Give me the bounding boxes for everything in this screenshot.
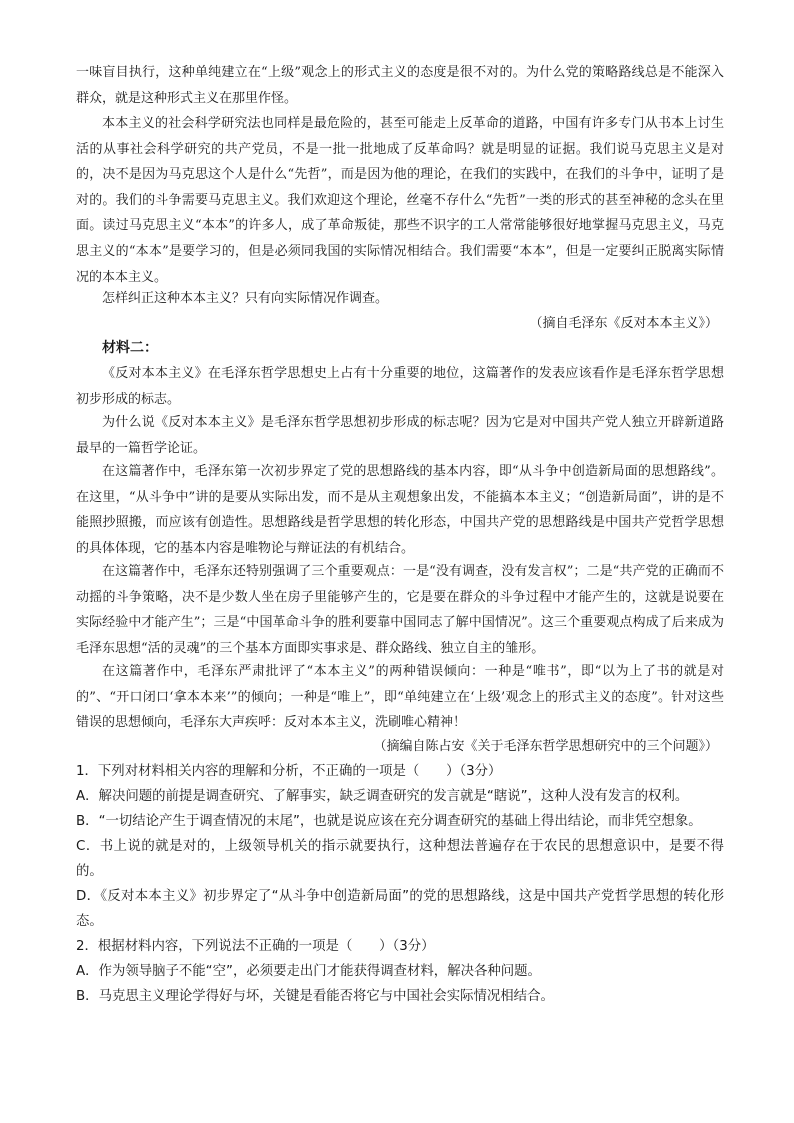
material2-heading: 材料二： xyxy=(102,340,158,356)
question-1-option-b: B．“一切结论产生于调查情况的末尾”，也就是说应该在充分调查研究的基础上得出结论，而非凭空想象。 xyxy=(76,814,702,829)
question-1-option-c: C．书上说的就是对的，上级领导机关的指示就要执行，这种想法普遍存在于农民的思想意识中，是要不得的。 xyxy=(76,839,724,880)
material2-paragraph-3: 在这篇著作中，毛泽东第一次初步界定了党的思想路线的基本内容，即“从斗争中创造新局面的思想路线”。在这里，“从斗争中”讲的是要从实际出发，而不是从主观想象出发，不能搞本本主义；“创造新局面”，讲的是不能照抄照搬，而应该有创造性。思想路线是哲学思想的转化形态，中国共产党的思想路线是中国共产党哲学思想的具体体现，它的基本内容是唯物论与辩证法的有机结合。 xyxy=(76,464,724,556)
question-1-stem: 1．下列对材料相关内容的理解和分析，不正确的一项是（ ）（3分） xyxy=(76,764,502,779)
material2-paragraph-5: 在这篇著作中，毛泽东严肃批评了“本本主义”的两种错误倾向：一种是“唯书”，即“以为上了书的就是对的”、“开口闭口‘拿本本来’”的倾向；一种是“唯上”，即“单纯建立在‘上级’观念上的形式主义的态度”。针对这些错误的思想倾向，毛泽东大声疾呼：反对本本主义，洗刷唯心精神！ xyxy=(76,664,724,731)
question-1-option-a: A．解决问题的前提是调查研究、了解事实，缺乏调查研究的发言就是“瞎说”，这种人没有发言的权利。 xyxy=(76,789,689,804)
question-2-option-b: B．马克思主义理论学得好与坏，关键是看能否将它与中国社会实际情况相结合。 xyxy=(76,989,554,1004)
material1-paragraph-2: 本本主义的社会科学研究法也同样是最危险的，甚至可能走上反革命的道路，中国有许多专门从书本上讨生活的从事社会科学研究的共产党员，不是一批一批地成了反革命吗？就是明显的证据。我们说马克思主义是对的，决不是因为马克思这个人是什么“先哲”，而是因为他的理论，在我们的实践中，在我们的斗争中，证明了是对的。我们的斗争需要马克思主义。我们欢迎这个理论，丝毫不存什么“先哲”一类的形式的甚至神秘的念头在里面。读过马克思主义“本本”的许多人，成了革命叛徒，那些不识字的工人常常能够很好地掌握马克思主义，马克思主义的“本本”是要学习的，但是必须同我国的实际情况相结合。我们需要“本本”，但是一定要纠正脱离实际情况的本本主义。 xyxy=(76,116,724,285)
material1-paragraph-3: 怎样纠正这种本本主义？只有向实际情况作调查。 xyxy=(102,291,389,306)
material1-paragraph-1: 一味盲目执行，这种单纯建立在“上级”观念上的形式主义的态度是很不对的。为什么党的策略路线总是不能深入群众，就是这种形式主义在那里作怪。 xyxy=(76,65,724,106)
question-2-option-a: A．作为领导脑子不能“空”，必须要走出门才能获得调查材料，解决各种问题。 xyxy=(76,964,541,979)
material1-source: （摘自毛泽东《反对本本主义》） xyxy=(529,316,718,331)
question-2-stem: 2．根据材料内容，下列说法不正确的一项是（ ）（3分） xyxy=(76,939,435,954)
material2-paragraph-2: 为什么说《反对本本主义》是毛泽东哲学思想初步形成的标志呢？因为它是对中国共产党人独立开辟新道路最早的一篇哲学论证。 xyxy=(76,415,724,456)
question-1-option-d: D．《反对本本主义》初步界定了“从斗争中创造新局面”的党的思想路线，这是中国共产党哲学思想的转化形态。 xyxy=(76,889,724,930)
material2-paragraph-1: 《反对本本主义》在毛泽东哲学思想史上占有十分重要的地位，这篇著作的发表应该看作是毛泽东哲学思想初步形成的标志。 xyxy=(76,366,724,407)
material2-source: （摘编自陈占安《关于毛泽东哲学思想研究中的三个问题》） xyxy=(373,739,718,754)
material2-paragraph-4: 在这篇著作中，毛泽东还特别强调了三个重要观点：一是“没有调查，没有发言权”；二是“共产党的正确而不动摇的斗争策略，决不是少数人坐在房子里能够产生的，它是要在群众的斗争过程中才能产生的，这就是说要在实际经验中才能产生”；三是“中国革命斗争的胜利要靠中国同志了解中国情况”。这三个重要观点构成了后来成为毛泽东思想“活的灵魂”的三个基本方面即实事求是、群众路线、独立自主的雏形。 xyxy=(76,564,724,656)
